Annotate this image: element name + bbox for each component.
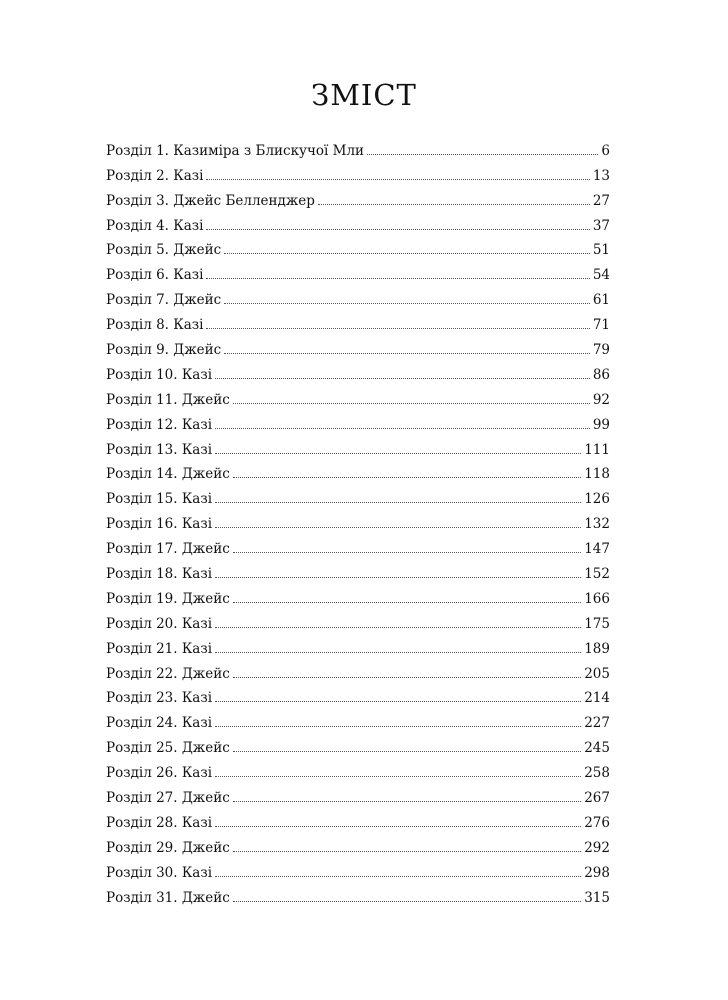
toc-entry bbox=[106, 184, 610, 209]
toc-entry-page-number: 6 bbox=[601, 142, 610, 159]
toc-dot-leader bbox=[233, 477, 581, 478]
toc-entry bbox=[106, 881, 610, 906]
toc-dot-leader bbox=[215, 378, 590, 379]
toc-entry-page-number: 111 bbox=[584, 441, 610, 458]
toc-entry-page-number: 51 bbox=[592, 242, 610, 259]
toc-entry-label: Розділ 5. Джейс bbox=[106, 242, 222, 259]
toc-dot-leader bbox=[206, 278, 589, 279]
toc-dot-leader bbox=[215, 527, 581, 528]
toc-entry bbox=[106, 358, 610, 383]
toc-entry-label: Розділ 1. Казиміра з Блискучої Мли bbox=[106, 142, 365, 159]
toc-dot-leader bbox=[224, 353, 590, 354]
toc-entry bbox=[106, 209, 610, 234]
toc-entry bbox=[106, 706, 610, 731]
toc-entry-page-number: 27 bbox=[592, 192, 610, 209]
toc-entry-page-number: 175 bbox=[584, 615, 610, 632]
toc-dot-leader bbox=[215, 453, 581, 454]
toc-entry-label: Розділ 11. Джейс bbox=[106, 391, 230, 408]
toc-entry bbox=[106, 781, 610, 806]
toc-entry-page-number: 99 bbox=[592, 416, 610, 433]
toc-entry-label: Розділ 25. Джейс bbox=[106, 740, 230, 757]
toc-entry bbox=[106, 134, 610, 159]
toc-entry-label: Розділ 2. Казі bbox=[106, 167, 204, 184]
toc-entry-page-number: 118 bbox=[584, 466, 610, 483]
toc-entry bbox=[106, 482, 610, 507]
toc-dot-leader bbox=[215, 428, 590, 429]
page-title: ЗМІСТ bbox=[311, 78, 417, 112]
toc-dot-leader bbox=[215, 701, 581, 702]
toc-entry-page-number: 258 bbox=[584, 765, 610, 782]
toc-entry bbox=[106, 308, 610, 333]
toc-entry-page-number: 61 bbox=[592, 292, 610, 309]
toc-entry-page-number: 189 bbox=[584, 640, 610, 657]
toc-dot-leader bbox=[215, 652, 581, 653]
toc-dot-leader bbox=[206, 229, 589, 230]
toc-entry bbox=[106, 507, 610, 532]
toc-dot-leader bbox=[206, 179, 589, 180]
toc-entry bbox=[106, 283, 610, 308]
toc-entry bbox=[106, 333, 610, 358]
toc-entry-label: Розділ 19. Джейс bbox=[106, 590, 230, 607]
toc-entry bbox=[106, 408, 610, 433]
toc-dot-leader bbox=[215, 726, 581, 727]
toc-dot-leader bbox=[206, 328, 589, 329]
toc-entry bbox=[106, 831, 610, 856]
toc-entry-label: Розділ 22. Джейс bbox=[106, 665, 230, 682]
toc-entry-label: Розділ 23. Казі bbox=[106, 690, 213, 707]
toc-entry bbox=[106, 383, 610, 408]
toc-dot-leader bbox=[215, 502, 581, 503]
toc-entry-label: Розділ 15. Казі bbox=[106, 491, 213, 508]
toc-entry-label: Розділ 14. Джейс bbox=[106, 466, 230, 483]
toc-entry-page-number: 54 bbox=[592, 267, 610, 284]
toc-dot-leader bbox=[215, 826, 581, 827]
toc-entry-label: Розділ 26. Казі bbox=[106, 765, 213, 782]
toc-entry bbox=[106, 856, 610, 881]
toc-entry-page-number: 79 bbox=[592, 342, 610, 359]
toc-entry-label: Розділ 21. Казі bbox=[106, 640, 213, 657]
toc-entry-page-number: 71 bbox=[592, 317, 610, 334]
toc-dot-leader bbox=[215, 577, 581, 578]
toc-entry-label: Розділ 30. Казі bbox=[106, 864, 213, 881]
toc-entry bbox=[106, 234, 610, 259]
toc-entry-label: Розділ 6. Казі bbox=[106, 267, 204, 284]
toc-entry-label: Розділ 7. Джейс bbox=[106, 292, 222, 309]
toc-entry-page-number: 92 bbox=[592, 391, 610, 408]
toc-entry-page-number: 276 bbox=[584, 814, 610, 831]
toc-entry bbox=[106, 159, 610, 184]
toc-entry-label: Розділ 9. Джейс bbox=[106, 342, 222, 359]
table-of-contents bbox=[106, 134, 610, 906]
toc-entry-label: Розділ 12. Казі bbox=[106, 416, 213, 433]
toc-entry-label: Розділ 31. Джейс bbox=[106, 889, 230, 906]
toc-entry-label: Розділ 13. Казі bbox=[106, 441, 213, 458]
toc-dot-leader bbox=[233, 602, 581, 603]
toc-entry-label: Розділ 20. Казі bbox=[106, 615, 213, 632]
toc-entry bbox=[106, 433, 610, 458]
toc-dot-leader bbox=[224, 303, 590, 304]
toc-dot-leader bbox=[367, 154, 598, 155]
toc-dot-leader bbox=[215, 876, 581, 877]
toc-entry-page-number: 86 bbox=[592, 366, 610, 383]
toc-entry-page-number: 37 bbox=[592, 217, 610, 234]
toc-entry bbox=[106, 258, 610, 283]
toc-entry bbox=[106, 458, 610, 483]
toc-dot-leader bbox=[215, 627, 581, 628]
toc-entry bbox=[106, 731, 610, 756]
toc-entry-label: Розділ 16. Казі bbox=[106, 516, 213, 533]
toc-entry-label: Розділ 4. Казі bbox=[106, 217, 204, 234]
toc-entry-page-number: 126 bbox=[584, 491, 610, 508]
toc-entry-label: Розділ 24. Казі bbox=[106, 715, 213, 732]
toc-dot-leader bbox=[233, 851, 581, 852]
toc-entry-label: Розділ 10. Казі bbox=[106, 366, 213, 383]
toc-dot-leader bbox=[215, 776, 581, 777]
toc-entry-label: Розділ 17. Джейс bbox=[106, 541, 230, 558]
toc-entry bbox=[106, 532, 610, 557]
toc-dot-leader bbox=[233, 901, 581, 902]
toc-entry-page-number: 205 bbox=[584, 665, 610, 682]
toc-entry-label: Розділ 8. Казі bbox=[106, 317, 204, 334]
toc-entry bbox=[106, 657, 610, 682]
toc-entry-page-number: 166 bbox=[584, 590, 610, 607]
toc-entry bbox=[106, 682, 610, 707]
toc-dot-leader bbox=[233, 801, 581, 802]
toc-entry-page-number: 292 bbox=[584, 839, 610, 856]
toc-entry-page-number: 147 bbox=[584, 541, 610, 558]
toc-entry-label: Розділ 28. Казі bbox=[106, 814, 213, 831]
toc-entry-page-number: 315 bbox=[584, 889, 610, 906]
toc-entry-page-number: 267 bbox=[584, 790, 610, 807]
toc-entry-page-number: 245 bbox=[584, 740, 610, 757]
toc-entry-page-number: 227 bbox=[584, 715, 610, 732]
toc-entry-label: Розділ 18. Казі bbox=[106, 566, 213, 583]
toc-entry bbox=[106, 632, 610, 657]
toc-entry bbox=[106, 557, 610, 582]
toc-entry-page-number: 132 bbox=[584, 516, 610, 533]
toc-dot-leader bbox=[318, 204, 590, 205]
toc-entry bbox=[106, 582, 610, 607]
toc-entry-label: Розділ 27. Джейс bbox=[106, 790, 230, 807]
toc-entry-label: Розділ 29. Джейс bbox=[106, 839, 230, 856]
toc-entry-page-number: 298 bbox=[584, 864, 610, 881]
toc-dot-leader bbox=[233, 677, 581, 678]
toc-dot-leader bbox=[233, 751, 581, 752]
toc-dot-leader bbox=[233, 403, 590, 404]
toc-entry bbox=[106, 806, 610, 831]
toc-entry-label: Розділ 3. Джейс Белленджер bbox=[106, 192, 315, 209]
toc-dot-leader bbox=[233, 552, 581, 553]
toc-entry bbox=[106, 756, 610, 781]
toc-entry bbox=[106, 607, 610, 632]
toc-entry-page-number: 13 bbox=[592, 167, 610, 184]
toc-entry-page-number: 214 bbox=[584, 690, 610, 707]
toc-entry-page-number: 152 bbox=[584, 566, 610, 583]
toc-dot-leader bbox=[224, 253, 590, 254]
